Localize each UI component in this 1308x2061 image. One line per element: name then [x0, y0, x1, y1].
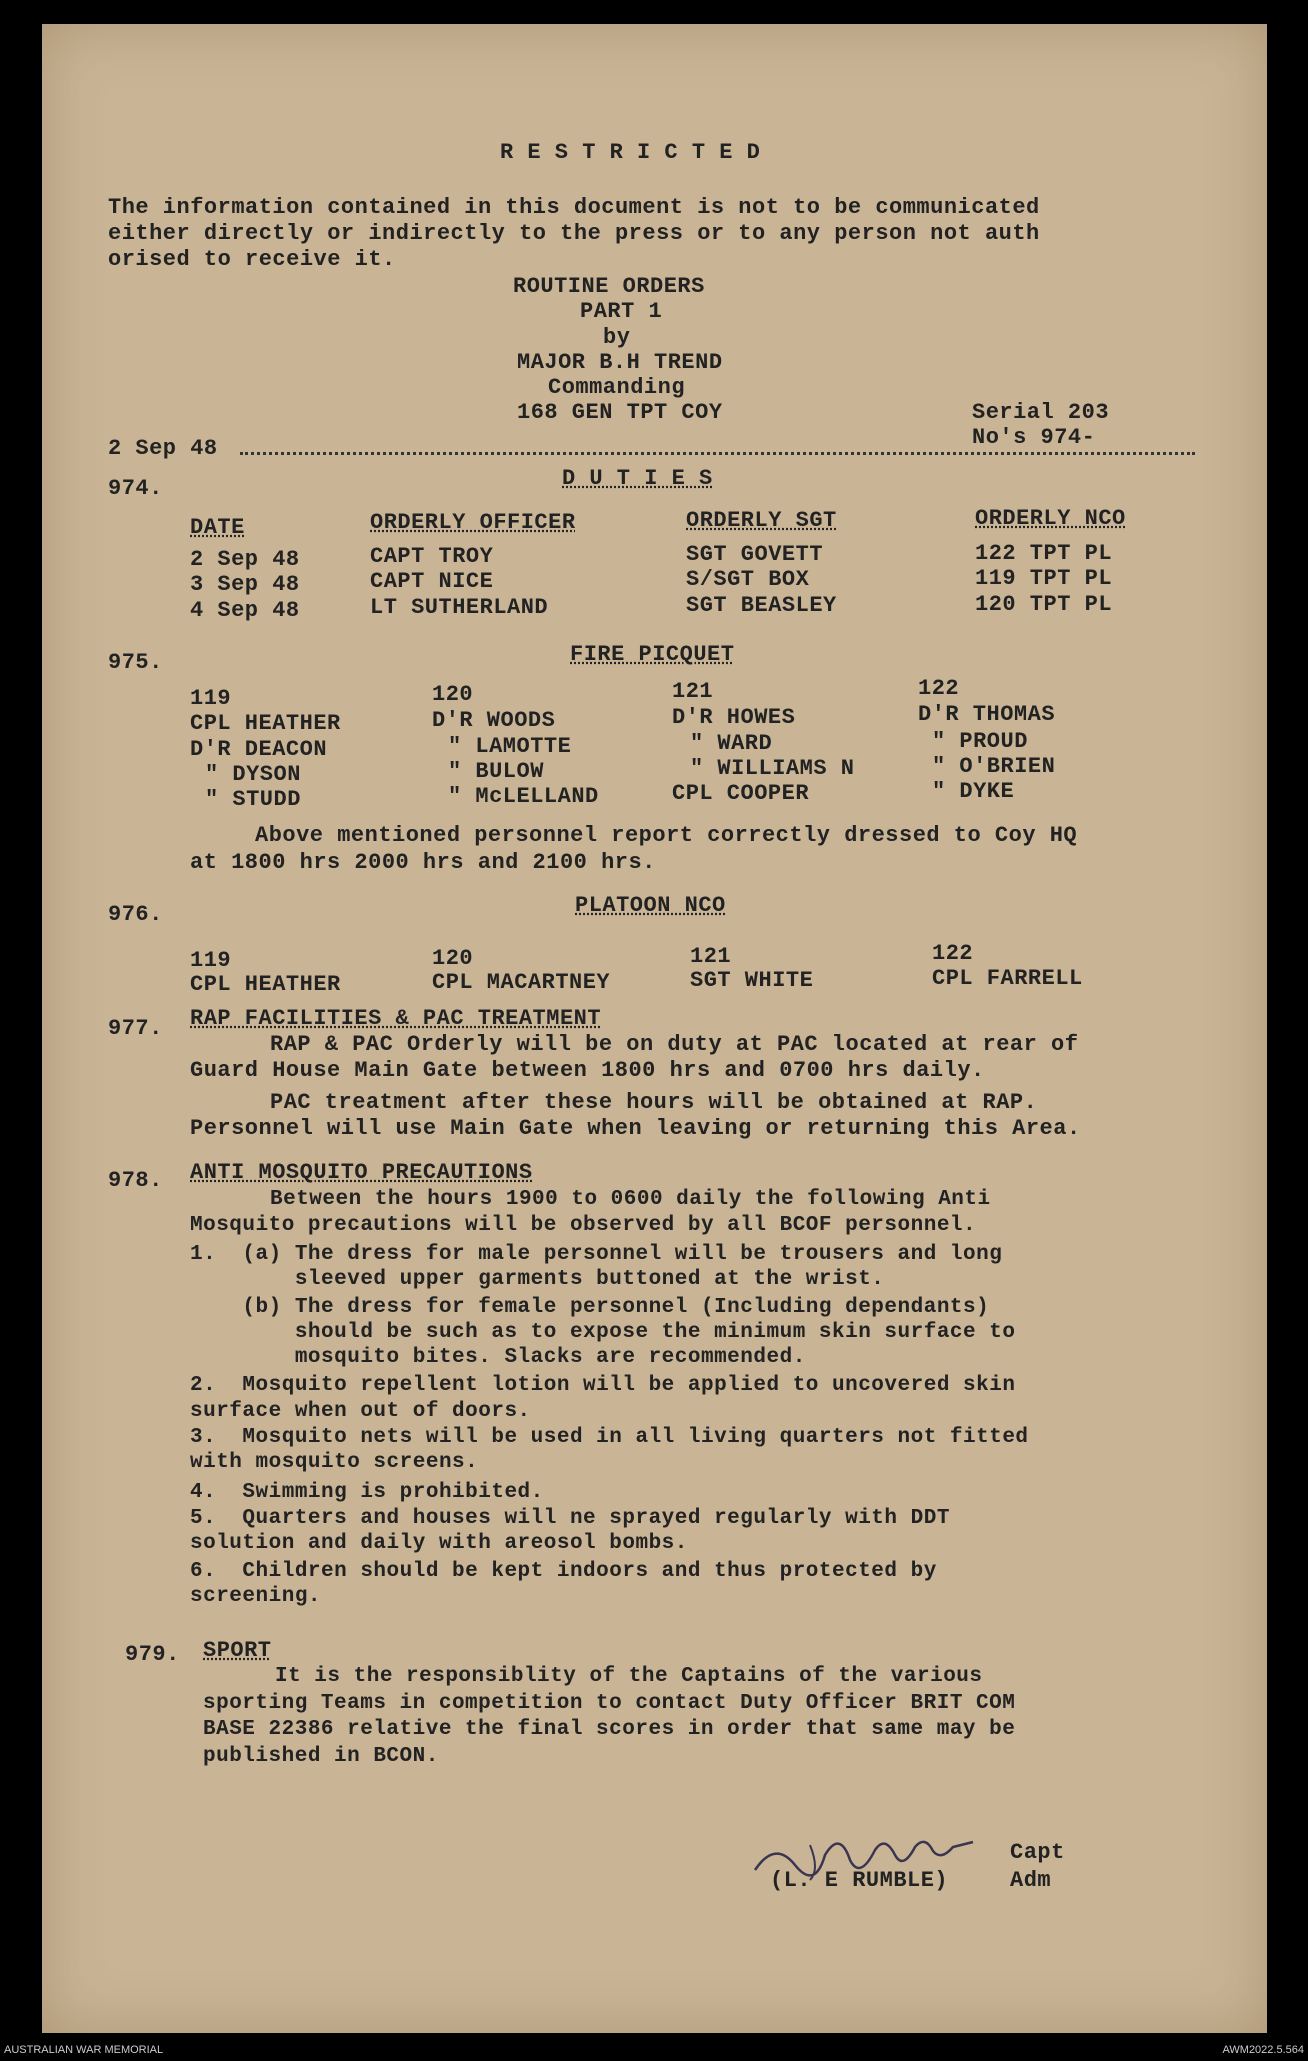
rap-line-4: Personnel will use Main Gate when leaving or returning this Area. [190, 1116, 1081, 1141]
picquet-r2-c3: " WARD [690, 731, 773, 756]
title-line-5: Commanding [548, 375, 686, 400]
sport-line-4: published in BCON. [203, 1745, 439, 1768]
serial-number: Serial 203 [972, 400, 1110, 425]
picquet-platoon-119: 119 [190, 686, 232, 711]
picquet-r1-c2: D'R WOODS [432, 708, 556, 733]
section-979-number: 979. [125, 1642, 180, 1667]
duties-row-2-date: 3 Sep 48 [190, 572, 300, 597]
signature-rank: Capt [1010, 1840, 1065, 1865]
rap-line-2: Guard House Main Gate between 1800 hrs and 0700 hrs daily. [190, 1058, 985, 1083]
picquet-heading: FIRE PICQUET [570, 642, 735, 667]
duties-row-3-date: 4 Sep 48 [190, 598, 300, 623]
mosquito-heading: ANTI MOSQUITO PRECAUTIONS [190, 1160, 533, 1185]
picquet-platoon-120: 120 [432, 682, 474, 707]
platoon-nco-heading: PLATOON NCO [575, 893, 726, 918]
title-line-1: ROUTINE ORDERS [513, 274, 705, 299]
duties-row-1-date: 2 Sep 48 [190, 547, 300, 572]
sport-line-1: It is the responsiblity of the Captains of the various [275, 1665, 983, 1688]
title-line-4: MAJOR B.H TREND [517, 350, 723, 375]
duties-col-officer: ORDERLY OFFICER [370, 510, 576, 535]
picquet-r1-c3: D'R HOWES [672, 705, 796, 730]
picquet-r2-c4: " PROUD [932, 729, 1028, 754]
mosquito-line-1: Between the hours 1900 to 0600 daily the following Anti [270, 1188, 991, 1211]
mosquito-line-9: surface when out of doors. [190, 1400, 531, 1423]
duties-row-1-officer: CAPT TROY [370, 544, 494, 569]
picquet-r1-c4: D'R THOMAS [918, 702, 1056, 727]
notice-line-3: orised to receive it. [108, 247, 396, 272]
rap-line-3: PAC treatment after these hours will be obtained at RAP. [270, 1090, 1038, 1115]
nco-platoon-122: 122 [932, 941, 974, 966]
title-line-6: 168 GEN TPT COY [517, 400, 723, 425]
section-977-number: 977. [108, 1016, 163, 1041]
dotted-separator [240, 452, 1195, 455]
section-975-number: 975. [108, 650, 163, 675]
footer-accession: AWM2022.5.564 [1222, 2044, 1304, 2056]
picquet-r4-c3: CPL COOPER [672, 781, 810, 806]
duties-col-date: DATE [190, 515, 245, 540]
duties-row-3-officer: LT SUTHERLAND [370, 595, 549, 620]
duties-row-3-nco: 120 TPT PL [975, 592, 1113, 617]
mosquito-line-3: 1. (a) The dress for male personnel will be trousers and long [190, 1243, 1003, 1266]
duties-row-1-nco: 122 TPT PL [975, 541, 1113, 566]
section-978-number: 978. [108, 1168, 163, 1193]
duties-row-2-nco: 119 TPT PL [975, 566, 1113, 591]
nco-name-122: CPL FARRELL [932, 966, 1083, 991]
nco-name-120: CPL MACARTNEY [432, 970, 611, 995]
nco-name-119: CPL HEATHER [190, 972, 341, 997]
sport-line-3: BASE 22386 relative the final scores in order that same may be [203, 1718, 1016, 1741]
title-line-3: by [603, 325, 631, 350]
picquet-r1-c1: CPL HEATHER [190, 711, 341, 736]
duties-row-1-sgt: SGT GOVETT [686, 542, 824, 567]
title-line-2: PART 1 [580, 299, 663, 324]
mosquito-line-7: mosquito bites. Slacks are recommended. [190, 1346, 806, 1369]
picquet-r2-c1: D'R DEACON [190, 737, 328, 762]
nco-platoon-120: 120 [432, 946, 474, 971]
order-numbers: No's 974- [972, 425, 1096, 450]
mosquito-line-16: screening. [190, 1585, 322, 1608]
mosquito-line-12: 4. Swimming is prohibited. [190, 1481, 544, 1504]
signature-name: (L. E RUMBLE) [770, 1868, 949, 1893]
picquet-r4-c1: " STUDD [205, 787, 301, 812]
picquet-platoon-121: 121 [672, 679, 714, 704]
picquet-r4-c2: " McLELLAND [448, 784, 599, 809]
mosquito-line-14: solution and daily with areosol bombs. [190, 1532, 688, 1555]
picquet-r2-c2: " LAMOTTE [448, 734, 572, 759]
picquet-note-1: Above mentioned personnel report correctly dressed to Coy HQ [255, 823, 1078, 848]
mosquito-line-5: (b) The dress for female personnel (Including dependants) [190, 1296, 990, 1319]
section-976-number: 976. [108, 902, 163, 927]
mosquito-line-11: with mosquito screens. [190, 1451, 479, 1474]
notice-line-2: either directly or indirectly to the press or to any person not auth [108, 221, 1040, 246]
mosquito-line-6: should be such as to expose the minimum skin surface to [190, 1321, 1016, 1344]
picquet-r3-c4: " O'BRIEN [932, 754, 1056, 779]
nco-platoon-121: 121 [690, 944, 732, 969]
notice-line-1: The information contained in this document is not to be communicated [108, 195, 1040, 220]
duties-col-nco: ORDERLY NCO [975, 506, 1126, 531]
duties-heading: D U T I E S [562, 466, 713, 491]
sport-line-2: sporting Teams in competition to contact Duty Officer BRIT COM [203, 1692, 1016, 1715]
picquet-platoon-122: 122 [918, 676, 960, 701]
sport-heading: SPORT [203, 1638, 272, 1663]
duties-row-2-sgt: S/SGT BOX [686, 567, 810, 592]
duties-row-3-sgt: SGT BEASLEY [686, 593, 837, 618]
nco-name-121: SGT WHITE [690, 968, 814, 993]
mosquito-line-13: 5. Quarters and houses will ne sprayed regularly with DDT [190, 1507, 950, 1530]
rap-heading: RAP FACILITIES & PAC TREATMENT [190, 1006, 602, 1031]
mosquito-line-15: 6. Children should be kept indoors and thus protected by [190, 1560, 937, 1583]
picquet-note-2: at 1800 hrs 2000 hrs and 2100 hrs. [190, 850, 656, 875]
duties-col-sgt: ORDERLY SGT [686, 508, 837, 533]
signature-role: Adm [1010, 1868, 1052, 1893]
picquet-r3-c1: " DYSON [205, 762, 301, 787]
mosquito-line-4: sleeved upper garments buttoned at the wrist. [190, 1268, 885, 1291]
order-date: 2 Sep 48 [108, 436, 218, 461]
duties-row-2-officer: CAPT NICE [370, 569, 494, 594]
footer-institution: AUSTRALIAN WAR MEMORIAL [4, 2044, 164, 2056]
rap-line-1: RAP & PAC Orderly will be on duty at PAC located at rear of [270, 1032, 1079, 1057]
nco-platoon-119: 119 [190, 948, 232, 973]
mosquito-line-8: 2. Mosquito repellent lotion will be applied to uncovered skin [190, 1374, 1016, 1397]
section-974-number: 974. [108, 476, 163, 501]
mosquito-line-2: Mosquito precautions will be observed by all BCOF personnel. [190, 1214, 977, 1237]
picquet-r3-c3: " WILLIAMS N [690, 756, 855, 781]
picquet-r4-c4: " DYKE [932, 779, 1015, 804]
mosquito-line-10: 3. Mosquito nets will be used in all living quarters not fitted [190, 1426, 1029, 1449]
picquet-r3-c2: " BULOW [448, 759, 544, 784]
classification-heading: R E S T R I C T E D [500, 140, 761, 165]
